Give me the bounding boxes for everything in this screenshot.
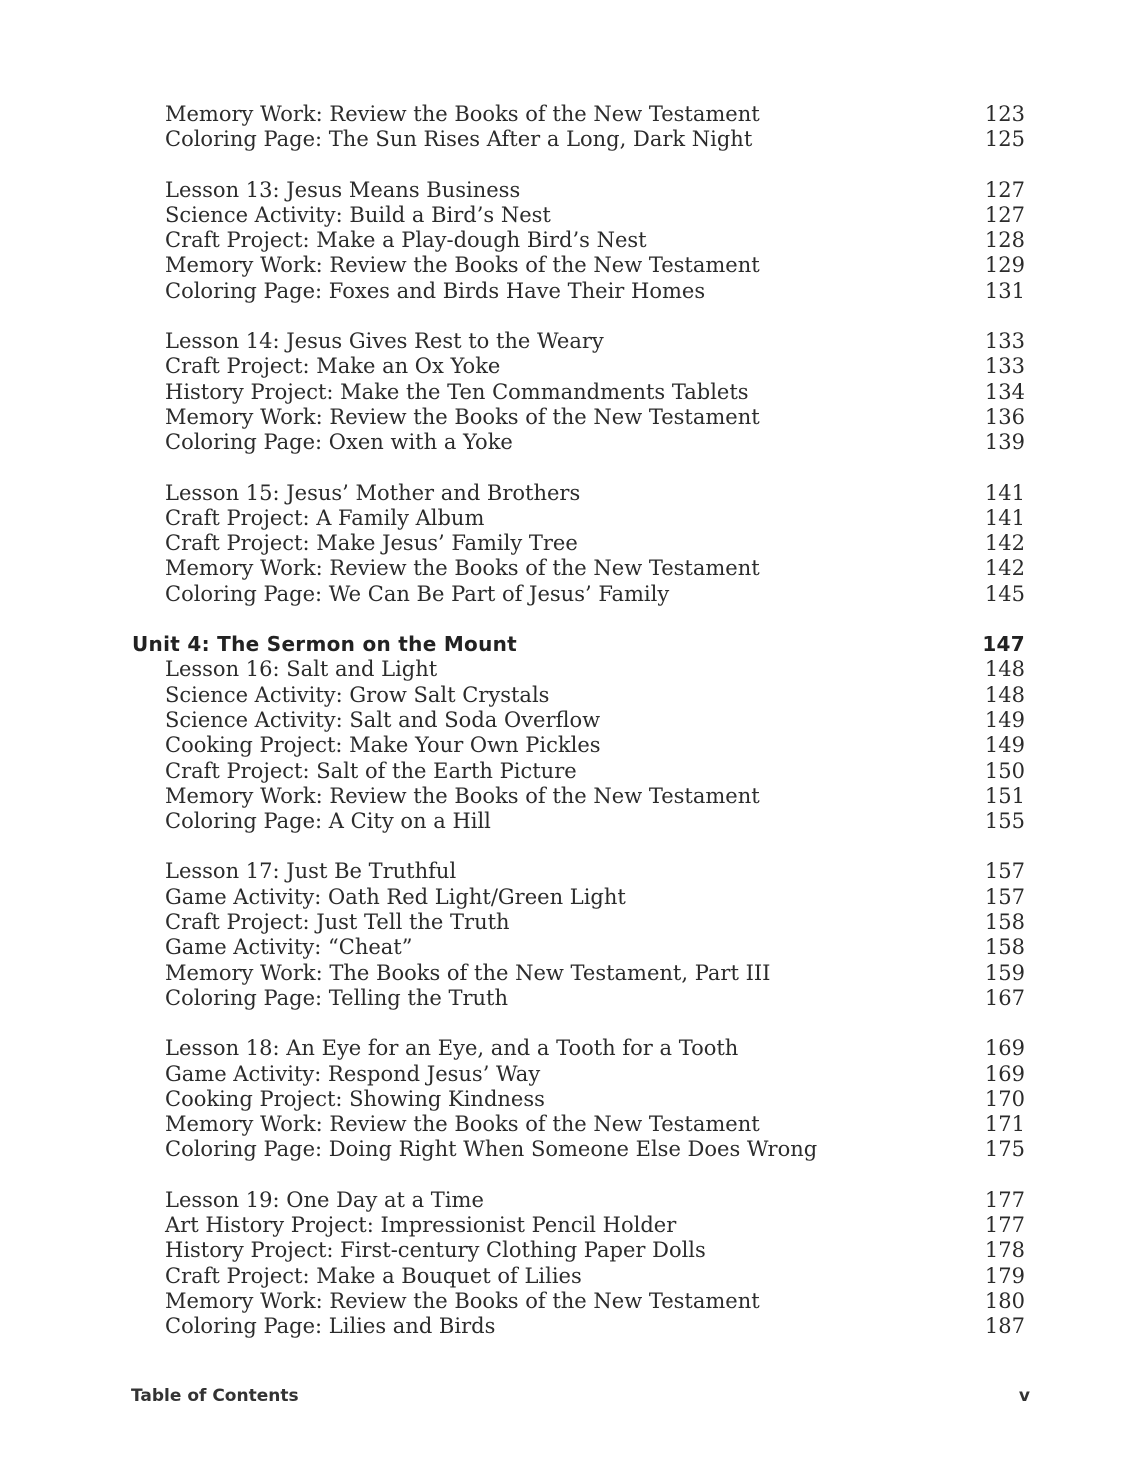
toc-entry-title: History Project: First-century Clothing Paper Dolls bbox=[165, 1238, 706, 1263]
toc-entry-page-number: 136 bbox=[984, 404, 1025, 429]
toc-entry-page-number: 148 bbox=[984, 657, 1025, 682]
table-of-contents bbox=[0, 102, 1138, 1364]
toc-entry-page-number: 133 bbox=[984, 329, 1025, 354]
toc-entry[interactable] bbox=[0, 1036, 1138, 1061]
toc-entry[interactable] bbox=[0, 1188, 1138, 1213]
footer-page-number: v bbox=[1018, 1386, 1030, 1406]
toc-entry-title: Memory Work: Review the Books of the New Testament bbox=[165, 253, 760, 278]
toc-entry[interactable] bbox=[0, 1062, 1138, 1087]
footer-section-title: Table of Contents bbox=[131, 1386, 299, 1406]
toc-entry-page-number: 141 bbox=[984, 480, 1025, 505]
toc-entry-title: History Project: Make the Ten Commandments Tablets bbox=[165, 379, 749, 404]
toc-entry[interactable] bbox=[0, 556, 1138, 581]
toc-entry[interactable] bbox=[0, 1137, 1138, 1162]
toc-entry[interactable] bbox=[0, 1238, 1138, 1263]
toc-entry-page-number: 139 bbox=[984, 430, 1025, 455]
toc-entry[interactable] bbox=[0, 986, 1138, 1011]
toc-entry[interactable] bbox=[0, 961, 1138, 986]
toc-entry[interactable] bbox=[0, 203, 1138, 228]
toc-entry-page-number: 157 bbox=[984, 859, 1025, 884]
toc-entry[interactable] bbox=[0, 859, 1138, 884]
toc-entry-title: Craft Project: Make Jesus’ Family Tree bbox=[165, 531, 578, 556]
toc-entry[interactable] bbox=[0, 935, 1138, 960]
toc-entry-title: Game Activity: Respond Jesus’ Way bbox=[165, 1061, 541, 1086]
toc-entry-title: Science Activity: Salt and Soda Overflow bbox=[165, 707, 601, 732]
toc-entry[interactable] bbox=[0, 253, 1138, 278]
toc-entry-title: Coloring Page: The Sun Rises After a Long, Dark Night bbox=[165, 127, 753, 152]
toc-entry-page-number: 171 bbox=[984, 1112, 1025, 1137]
toc-entry-page-number: 127 bbox=[984, 202, 1025, 227]
toc-entry[interactable] bbox=[0, 228, 1138, 253]
toc-entry-title: Science Activity: Grow Salt Crystals bbox=[165, 682, 550, 707]
toc-entry[interactable] bbox=[0, 1289, 1138, 1314]
toc-entry-title: Lesson 16: Salt and Light bbox=[165, 657, 438, 682]
toc-entry-title: Craft Project: Just Tell the Truth bbox=[165, 910, 510, 935]
toc-group bbox=[0, 1188, 1138, 1340]
toc-entry[interactable] bbox=[0, 329, 1138, 354]
toc-entry[interactable] bbox=[0, 405, 1138, 430]
toc-entry-title: Coloring Page: We Can Be Part of Jesus’ Family bbox=[165, 581, 670, 606]
toc-entry-title: Memory Work: Review the Books of the New Testament bbox=[165, 1288, 760, 1313]
toc-entry-page-number: 158 bbox=[984, 910, 1025, 935]
toc-entry-title: Coloring Page: Foxes and Birds Have Their Homes bbox=[165, 278, 706, 303]
toc-entry-title: Memory Work: The Books of the New Testament, Part III bbox=[165, 960, 771, 985]
toc-entry-title: Coloring Page: Doing Right When Someone Else Does Wrong bbox=[165, 1137, 818, 1162]
toc-entry-page-number: 151 bbox=[984, 783, 1025, 808]
toc-entry-title: Lesson 13: Jesus Means Business bbox=[165, 177, 521, 202]
toc-entry-page-number: 159 bbox=[984, 960, 1025, 985]
page-footer bbox=[0, 1384, 1138, 1408]
toc-entry[interactable] bbox=[0, 910, 1138, 935]
toc-entry[interactable] bbox=[0, 708, 1138, 733]
toc-entry-title: Craft Project: A Family Album bbox=[165, 505, 485, 530]
toc-entry[interactable] bbox=[0, 1087, 1138, 1112]
toc-entry[interactable] bbox=[0, 809, 1138, 834]
toc-entry-title: Art History Project: Impressionist Pencil Holder bbox=[165, 1212, 677, 1237]
unit-page-number: 147 bbox=[982, 632, 1025, 657]
toc-entry-page-number: 169 bbox=[984, 1036, 1025, 1061]
toc-entry-title: Craft Project: Make a Bouquet of Lilies bbox=[165, 1263, 582, 1288]
toc-group bbox=[0, 1036, 1138, 1162]
toc-entry-page-number: 128 bbox=[984, 228, 1025, 253]
toc-entry[interactable] bbox=[0, 657, 1138, 682]
toc-entry-title: Coloring Page: Lilies and Birds bbox=[165, 1314, 496, 1339]
toc-entry-title: Game Activity: “Cheat” bbox=[165, 935, 413, 960]
toc-entry[interactable] bbox=[0, 506, 1138, 531]
toc-entry-title: Craft Project: Make a Play-dough Bird’s Nest bbox=[165, 228, 647, 253]
toc-group bbox=[0, 178, 1138, 304]
toc-entry[interactable] bbox=[0, 102, 1138, 127]
toc-entry-page-number: 179 bbox=[984, 1263, 1025, 1288]
toc-entry-title: Lesson 15: Jesus’ Mother and Brothers bbox=[165, 480, 581, 505]
toc-entry-page-number: 145 bbox=[984, 581, 1025, 606]
toc-entry[interactable] bbox=[0, 683, 1138, 708]
toc-entry-page-number: 177 bbox=[984, 1212, 1025, 1237]
toc-entry[interactable] bbox=[0, 178, 1138, 203]
toc-entry-page-number: 131 bbox=[984, 278, 1025, 303]
toc-entry[interactable] bbox=[0, 1314, 1138, 1339]
toc-entry[interactable] bbox=[0, 1264, 1138, 1289]
toc-group bbox=[0, 102, 1138, 153]
toc-entry-title: Coloring Page: Telling the Truth bbox=[165, 985, 508, 1010]
toc-entry-title: Lesson 18: An Eye for an Eye, and a Tooth for a Tooth bbox=[165, 1036, 739, 1061]
toc-entry-page-number: 178 bbox=[984, 1238, 1025, 1263]
toc-entry-page-number: 170 bbox=[984, 1086, 1025, 1111]
toc-entry-title: Coloring Page: A City on a Hill bbox=[165, 809, 491, 834]
unit-title: Unit 4: The Sermon on the Mount bbox=[132, 632, 518, 657]
toc-entry[interactable] bbox=[0, 582, 1138, 607]
toc-entry-page-number: 158 bbox=[984, 935, 1025, 960]
toc-entry-page-number: 129 bbox=[984, 253, 1025, 278]
toc-entry[interactable] bbox=[0, 1112, 1138, 1137]
toc-entry-page-number: 125 bbox=[984, 127, 1025, 152]
toc-entry-page-number: 142 bbox=[984, 556, 1025, 581]
toc-entry-page-number: 134 bbox=[984, 379, 1025, 404]
toc-entry-title: Game Activity: Oath Red Light/Green Light bbox=[165, 884, 626, 909]
toc-entry-title: Memory Work: Review the Books of the New Testament bbox=[165, 556, 760, 581]
toc-entry[interactable] bbox=[0, 430, 1138, 455]
toc-entry-page-number: 123 bbox=[984, 102, 1025, 126]
toc-group bbox=[0, 859, 1138, 1011]
toc-entry-page-number: 142 bbox=[984, 531, 1025, 556]
toc-entry-page-number: 155 bbox=[984, 809, 1025, 834]
toc-entry[interactable] bbox=[0, 784, 1138, 809]
toc-entry[interactable] bbox=[0, 759, 1138, 784]
toc-entry-page-number: 133 bbox=[984, 354, 1025, 379]
toc-entry-title: Craft Project: Salt of the Earth Picture bbox=[165, 758, 577, 783]
toc-entry-title: Craft Project: Make an Ox Yoke bbox=[165, 354, 501, 379]
toc-entry[interactable] bbox=[0, 279, 1138, 304]
toc-entry[interactable] bbox=[0, 354, 1138, 379]
toc-group bbox=[0, 481, 1138, 607]
toc-entry[interactable] bbox=[0, 733, 1138, 758]
toc-entry-title: Lesson 19: One Day at a Time bbox=[165, 1187, 484, 1212]
toc-entry-title: Cooking Project: Make Your Own Pickles bbox=[165, 733, 601, 758]
toc-group bbox=[0, 632, 1138, 834]
toc-entry-page-number: 127 bbox=[984, 177, 1025, 202]
toc-entry-page-number: 169 bbox=[984, 1061, 1025, 1086]
toc-entry-page-number: 157 bbox=[984, 884, 1025, 909]
toc-entry[interactable] bbox=[0, 885, 1138, 910]
toc-entry[interactable] bbox=[0, 127, 1138, 152]
unit-heading[interactable] bbox=[0, 632, 1138, 657]
toc-entry-title: Lesson 14: Jesus Gives Rest to the Weary bbox=[165, 329, 604, 354]
toc-entry-page-number: 150 bbox=[984, 758, 1025, 783]
toc-entry-page-number: 177 bbox=[984, 1187, 1025, 1212]
toc-entry-title: Memory Work: Review the Books of the New Testament bbox=[165, 1112, 760, 1137]
toc-entry[interactable] bbox=[0, 481, 1138, 506]
toc-entry[interactable] bbox=[0, 531, 1138, 556]
toc-entry-page-number: 167 bbox=[984, 985, 1025, 1010]
toc-entry-page-number: 149 bbox=[984, 707, 1025, 732]
toc-entry-page-number: 175 bbox=[984, 1137, 1025, 1162]
toc-entry-title: Cooking Project: Showing Kindness bbox=[165, 1086, 545, 1111]
toc-entry-title: Lesson 17: Just Be Truthful bbox=[165, 859, 457, 884]
toc-entry[interactable] bbox=[0, 1213, 1138, 1238]
toc-entry-title: Coloring Page: Oxen with a Yoke bbox=[165, 430, 513, 455]
toc-entry-page-number: 141 bbox=[984, 505, 1025, 530]
toc-entry-title: Memory Work: Review the Books of the New Testament bbox=[165, 404, 760, 429]
toc-entry-page-number: 187 bbox=[984, 1314, 1025, 1339]
toc-entry-title: Science Activity: Build a Bird’s Nest bbox=[165, 202, 551, 227]
toc-entry[interactable] bbox=[0, 380, 1138, 405]
toc-group bbox=[0, 329, 1138, 455]
toc-entry-page-number: 148 bbox=[984, 682, 1025, 707]
toc-entry-page-number: 149 bbox=[984, 733, 1025, 758]
toc-entry-title: Memory Work: Review the Books of the New Testament bbox=[165, 783, 760, 808]
toc-entry-title: Memory Work: Review the Books of the New Testament bbox=[165, 102, 760, 126]
toc-entry-page-number: 180 bbox=[984, 1288, 1025, 1313]
